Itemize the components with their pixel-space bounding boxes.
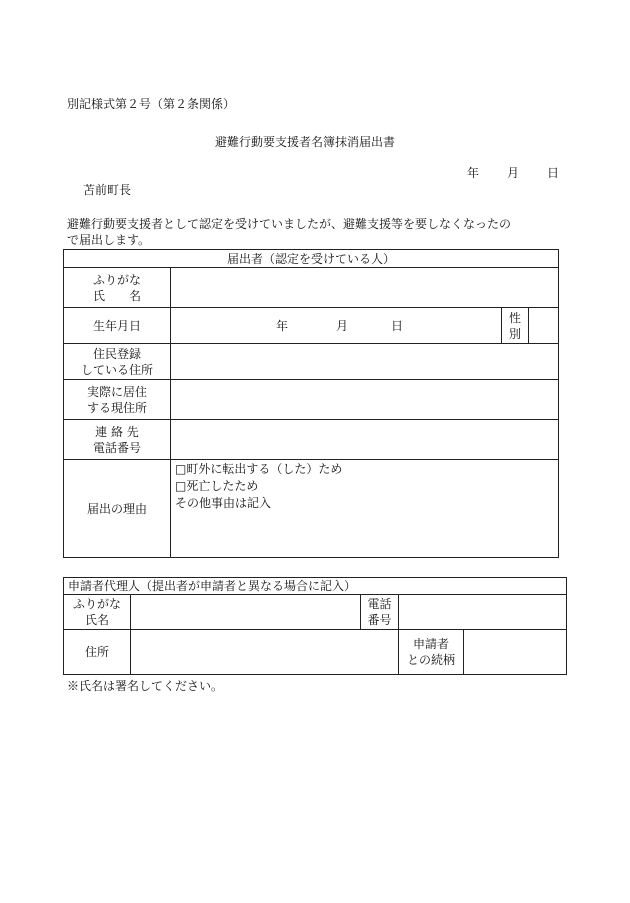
- agent-name-text: 氏名: [84, 613, 109, 627]
- agent-address-label: 住所: [64, 630, 131, 675]
- name-label: 氏 名: [92, 288, 141, 303]
- contact-label: [64, 420, 171, 460]
- date-day: 日: [547, 166, 560, 180]
- sex-label-1: 性: [508, 310, 521, 325]
- sex-field[interactable]: [529, 308, 559, 344]
- dob-day: 日: [391, 319, 404, 333]
- agent-phone-label: [361, 595, 399, 630]
- sex-label-2: 別: [508, 326, 521, 341]
- agent-address-field[interactable]: [131, 630, 399, 675]
- contact-label-1: 連 絡 先: [95, 424, 139, 439]
- form-title: 避難行動要支援者名簿抹消届出書: [215, 135, 396, 149]
- registered-address-field[interactable]: [171, 344, 559, 380]
- footnote: ※氏名は署名してください。: [67, 679, 224, 693]
- intro-line-1: 避難行動要支援者として認定を受けていましたが、避難支援等を要しなくなったの: [67, 217, 512, 231]
- applicant-name-field[interactable]: [171, 268, 559, 308]
- current-address-field[interactable]: [171, 380, 559, 420]
- sex-label: [502, 308, 529, 344]
- agent-phone-label-2: 番号: [367, 613, 392, 627]
- agent-relation-field[interactable]: [464, 630, 567, 675]
- date-month: 月: [507, 166, 520, 180]
- contact-field[interactable]: [171, 420, 559, 460]
- applicant-section-header: 届出者（認定を受けている人）: [64, 250, 559, 268]
- contact-label-2: 電話番号: [92, 440, 141, 455]
- agent-table: [63, 577, 567, 675]
- reason-field[interactable]: [171, 460, 559, 558]
- reason-option-moved-out[interactable]: □町外に転出する（した）ため: [175, 462, 343, 476]
- reason-label: 届出の理由: [64, 460, 171, 558]
- registered-address-label: [64, 344, 171, 380]
- addressee: 苫前町長: [83, 183, 132, 197]
- dob-year: 年: [276, 319, 289, 333]
- agent-relation-label-2: との続柄: [406, 653, 455, 667]
- reason-option-other: その他事由は記入: [175, 496, 272, 510]
- reason-option-deceased[interactable]: □死亡したため: [175, 479, 259, 493]
- dob-month: 月: [336, 319, 349, 333]
- registered-address-label-2: している住所: [80, 362, 153, 377]
- applicant-name-label: [64, 268, 171, 308]
- agent-name-field[interactable]: [131, 595, 361, 630]
- date-year: 年: [467, 166, 480, 180]
- form-number: 別記様式第２号（第２条関係）: [67, 97, 236, 111]
- agent-name-label: [64, 595, 131, 630]
- intro-line-2: で届出します。: [67, 233, 151, 247]
- agent-relation-label: [399, 630, 464, 675]
- agent-phone-field[interactable]: [399, 595, 567, 630]
- applicant-table: [63, 249, 559, 558]
- agent-section-header: 申請者代理人（提出者が申請者と異なる場合に記入）: [64, 578, 567, 595]
- registered-address-label-1: 住民登録: [92, 346, 141, 361]
- current-address-label-2: する現住所: [86, 400, 147, 415]
- agent-phone-label-1: 電話: [367, 597, 392, 611]
- agent-relation-label-1: 申請者: [412, 637, 449, 651]
- furigana-label: ふりがな: [92, 272, 141, 287]
- dob-field[interactable]: [171, 308, 502, 344]
- current-address-label: [64, 380, 171, 420]
- dob-label: 生年月日: [64, 308, 171, 344]
- agent-furigana-label: ふりがな: [72, 597, 121, 611]
- current-address-label-1: 実際に居住: [86, 384, 147, 399]
